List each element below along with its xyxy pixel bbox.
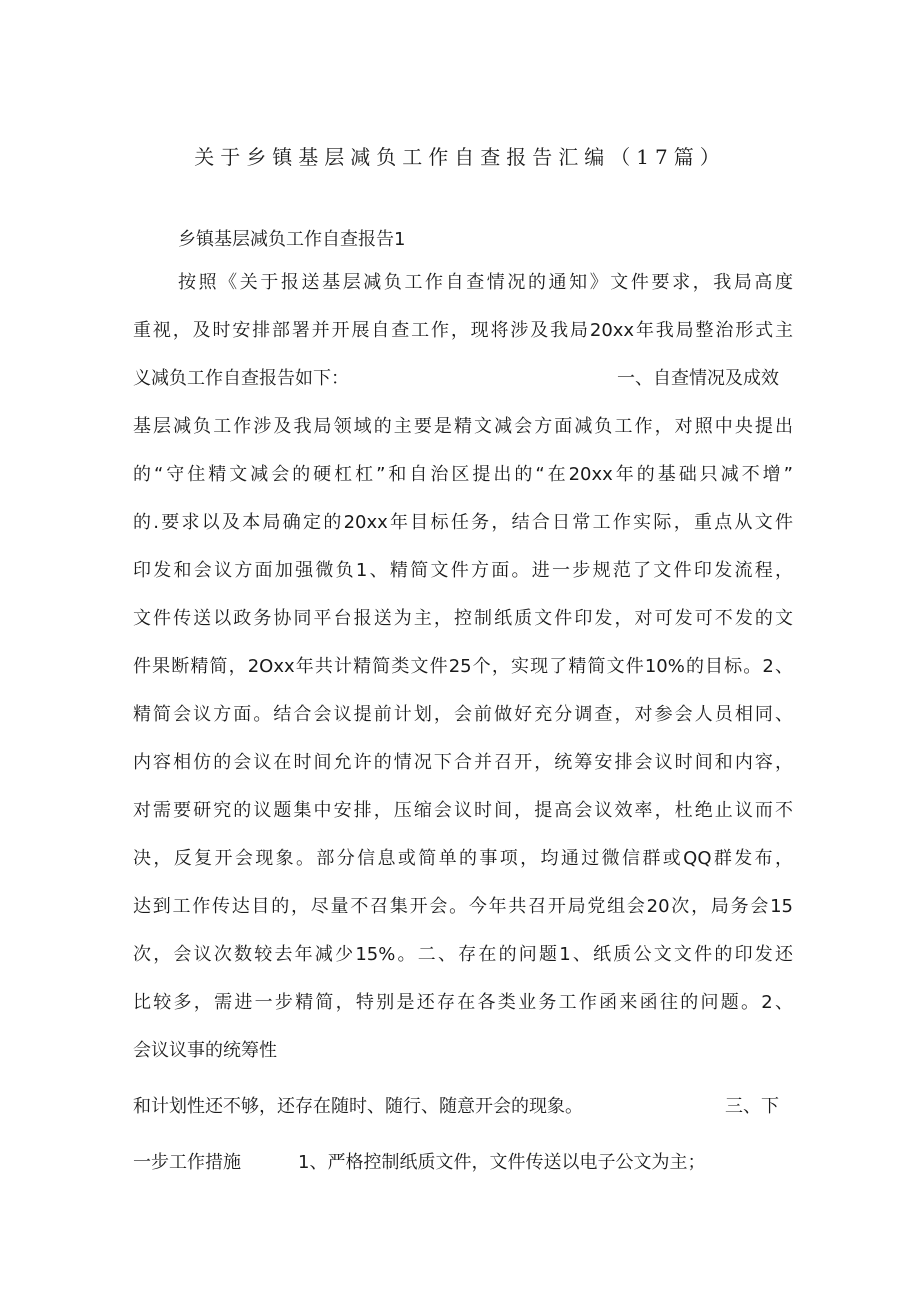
paragraph-line: 决，反复开会现象。部分信息或简单的事项，均通过微信群或QQ群发布， <box>133 848 793 869</box>
paragraph-line-left: 义减负工作自查报告如下： <box>133 368 349 389</box>
section-heading-inline: 三、下 <box>725 1096 779 1117</box>
section-heading: 乡镇基层减负工作自查报告1 <box>178 229 406 250</box>
document-title: 关于乡镇基层减负工作自查报告汇编（17篇） <box>194 145 726 169</box>
paragraph-line: 文件传送以政务协同平台报送为主，控制纸质文件印发，对可发可不发的文 <box>133 608 793 629</box>
paragraph-line <box>133 1150 793 1176</box>
paragraph-line: 印发和会议方面加强微负1、精简文件方面。进一步规范了文件印发流程， <box>133 560 793 581</box>
paragraph-line: 次，会议次数较去年减少15%。二、存在的问题1、纸质公文文件的印发还 <box>133 944 793 965</box>
paragraph-line: 的“守住精文减会的硬杠杠”和自治区提出的“在20xx年的基础只减不增” <box>133 464 793 485</box>
paragraph-line: 的.要求以及本局确定的20xx年目标任务，结合日常工作实际，重点从文件 <box>133 512 793 533</box>
paragraph-line: 基层减负工作涉及我局领域的主要是精文减会方面减负工作，对照中央提出 <box>133 416 793 437</box>
paragraph-line <box>133 1094 793 1120</box>
list-item: 1、严格控制纸质文件，文件传送以电子公文为主； <box>298 1152 706 1173</box>
section-heading-inline: 一、自查情况及成效 <box>617 368 779 389</box>
paragraph-line: 件果断精简，2Oxx年共计精简类文件25个，实现了精简文件10%的目标。2、 <box>133 656 793 677</box>
paragraph-line: 精简会议方面。结合会议提前计划，会前做好充分调查，对参会人员相同、 <box>133 704 793 725</box>
paragraph-line: 内容相仿的会议在时间允许的情况下合并召开，统筹安排会议时间和内容， <box>133 752 793 773</box>
paragraph-line <box>133 366 793 392</box>
paragraph-line: 比较多，需进一步精简，特别是还存在各类业务工作函来函往的问题。2、 <box>133 992 793 1013</box>
paragraph-line-left: 和计划性还不够，还存在随时、随行、随意开会的现象。 <box>133 1096 583 1117</box>
paragraph-line-left: 一步工作措施 <box>133 1152 241 1173</box>
paragraph-line: 重视，及时安排部署并开展自查工作，现将涉及我局20xx年我局整治形式主 <box>133 320 793 341</box>
paragraph-line: 按照《关于报送基层减负工作自查情况的通知》文件要求，我局高度 <box>178 272 793 293</box>
paragraph-line: 对需要研究的议题集中安排，压缩会议时间，提高会议效率，杜绝止议而不 <box>133 800 793 821</box>
paragraph-line: 达到工作传达目的，尽量不召集开会。今年共召开局党组会20次，局务会15 <box>133 896 793 917</box>
paragraph-line: 会议议事的统筹性 <box>133 1040 277 1061</box>
